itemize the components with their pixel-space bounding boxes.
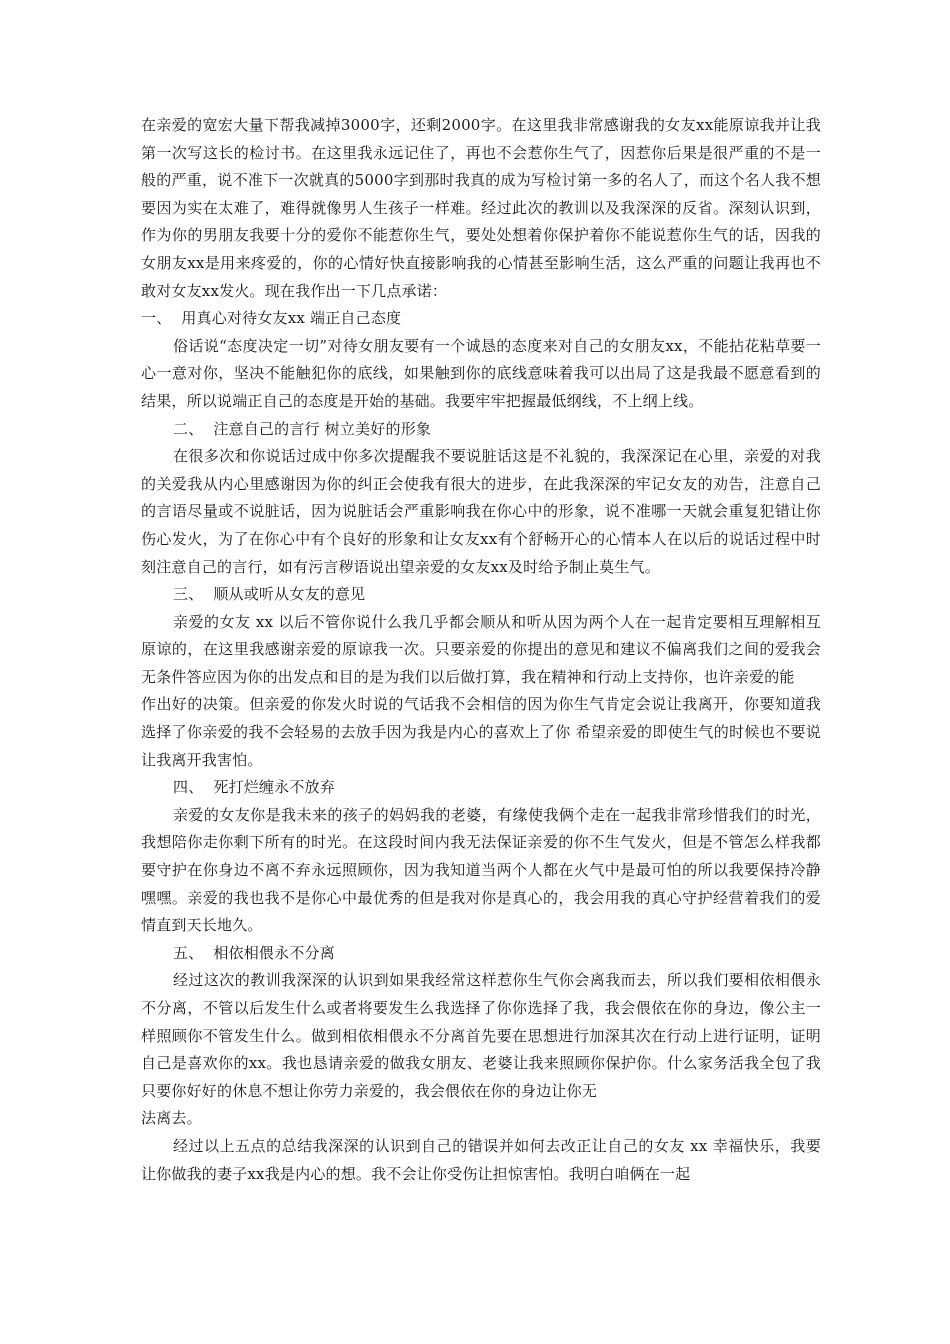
section-2-paragraph: 在很多次和你说话过成中你多次提醒我不要说脏话这是不礼貌的，我深深记在心里，亲爱的对我的关爱我从内心里感谢因为你的纠正会使我有很大的进步，在此我深深的牢记女友的劝告，注意自己的言语尽量或不说脏话，因为说脏话会严重影响我在你心中的形象，说不准哪一天就会重复犯错让你伤心发火，为了在你心中有个良好的形象和让女友xx有个舒畅开心的心情本人在以后的说话过程中时刻注意自己的言行，如有污言秽语说出望亲爱的女友xx及时给予制止莫生气。	[141, 447, 821, 576]
section-heading-3: 三、 顺从或听从女友的意见	[173, 585, 366, 604]
section-heading-1: 一、 用真心对待女友xx 端正自己态度	[141, 309, 402, 328]
section-heading-5: 五、 相依相偎永不分离	[173, 943, 335, 962]
intro-paragraph: 在亲爱的宽宏大量下帮我减掉3000字，还剩2000字。在这里我非常感谢我的女友xx能原谅我并让我第一次写这长的检讨书。在这里我永远记住了，再也不会惹你生气了，因惹你后果是很严重的不是一般的严重，说不准下一次就真的5000字到那时我真的成为写检讨第一多的名人了，而这个名人我不想要因为实在太难了，难得就像男人生孩子一样难。经过此次的教训以及我深深的反省。深刻认识到，作为你的男朋友我要十分的爱你不能惹你生气，要处处想着你保护着你不能说惹你生气的话，因我的女朋友xx是用来疼爱的，你的心情好快直接影响我的心情甚至影响生活，这么严重的问题让我再也不敢对女友xx发火。现在我作出一下几点承诺：	[141, 116, 821, 300]
section-3-paragraph-continued: 作出好的决策。但亲爱的你发火时说的气话我不会相信的因为你生气肯定会说让我离开，你要知道我选择了你亲爱的我不会轻易的去放手因为我是内心的喜欢上了你 希望亲爱的即使生气的时候也不要说让我离开我害怕。	[141, 695, 821, 769]
document-page	[141, 112, 821, 1188]
conclusion-paragraph: 经过以上五点的总结我深深的认识到自己的错误并如何去改正让自己的女友 xx 幸福快乐，我要让你做我的妻子xx我是内心的想。我不会让你受伤让担惊害怕。我明白咱俩在一起	[141, 1136, 821, 1183]
section-5-paragraph-continued: 法离去。	[141, 1109, 202, 1128]
section-heading-4: 四、 死打烂缠永不放弃	[173, 778, 335, 797]
section-4-paragraph: 亲爱的女友你是我未来的孩子的妈妈我的老婆，有缘使我俩个走在一起我非常珍惜我们的时光，我想陪你走你剩下所有的时光。在这段时间内我无法保证亲爱的你不生气发火，但是不管怎么样我都要守护在你身边不离不弃永远照顾你，因为我知道当两个人都在火气中是最可怕的所以我要保持冷静嘿嘿。亲爱的我也我不是你心中最优秀的但是我对你是真心的，我会用我的真心守护经营着我们的爱情直到天长地久。	[141, 805, 821, 935]
section-1-paragraph: 俗话说“态度决定一切”对待女朋友要有一个诚恳的态度来对自己的女朋友xx，不能拈花粘草要一心一意对你，坚决不能触犯你的底线，如果触到你的底线意味着我可以出局了这是我最不愿意看到的结果，所以说端正自己的态度是开始的基础。我要牢牢把握最低纲线，不上纲上线。	[141, 336, 821, 410]
section-heading-2: 二、 注意自己的言行 树立美好的形象	[173, 419, 432, 438]
section-3-paragraph: 亲爱的女友 xx 以后不管你说什么我几乎都会顺从和听从因为两个人在一起肯定要相互理解相互原谅的，在这里我感谢亲爱的原谅我一次。只要亲爱的你提出的意见和建议不偏离我们之间的爱我会无条件答应因为你的出发点和目的是为我们以后做打算，我在精神和行动上支持你，也许亲爱的能	[141, 612, 821, 686]
section-5-paragraph: 经过这次的教训我深深的认识到如果我经常这样惹你生气你会离我而去，所以我们要相依相偎永不分离，不管以后发生什么或者将要发生么我选择了你你选择了我，我会偎依在你的身边，像公主一样照顾你不管发生什么。做到相依相偎永不分离首先要在思想进行加深其次在行动上进行证明，证明自己是喜欢你的xx。我也恳请亲爱的做我女朋友、老婆让我来照顾你保护你。什么家务活我全包了我只要你好好的休息不想让你劳力亲爱的，我会偎依在你的身边让你无	[141, 971, 821, 1100]
